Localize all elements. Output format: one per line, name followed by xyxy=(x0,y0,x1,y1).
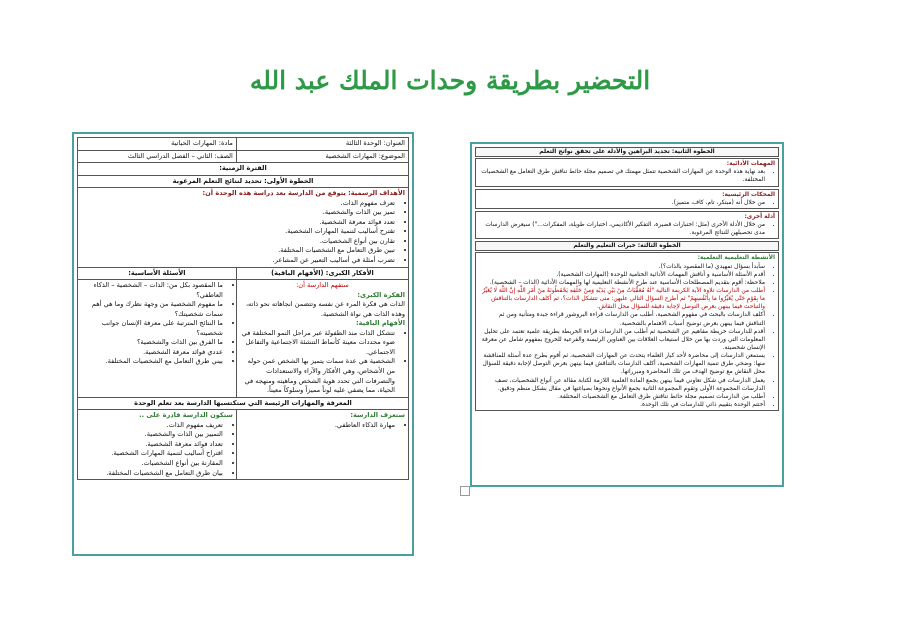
list-item: • سأبدأ بسؤال تمهيدي (ما المقصود بالذات؟). xyxy=(479,263,765,271)
grade-cell: الصف: الثاني – الفصل الدراسي الثالث xyxy=(78,150,237,163)
list-item: • تضرب أمثلة في أساليب التعبير عن المشاعر. xyxy=(81,256,395,266)
tasks-title: المهمات الأدائية: xyxy=(726,161,775,168)
checkbox-marker xyxy=(460,486,470,496)
list-item: • تعرف مفهوم الذات. xyxy=(81,199,395,209)
goals-list xyxy=(81,199,405,266)
list-item: • ما المقصود بكل من: الذات – الشخصية – الذكاء العاطفي؟ xyxy=(81,281,223,300)
page-title: التحضير بطريقة وحدات الملك عبد الله xyxy=(249,66,651,95)
list-item: • ملاحظة: أقوم بتقديم المصطلحات الأساسية عند طرح الأنشطة التعليمية لها والمهمات الأدائية (الذات – الشخصية). xyxy=(479,279,765,287)
list-item: • تعداد فوائد معرفة الشخصية. xyxy=(81,440,223,450)
list-item: • أطلب من الدارسات تلاوة الآية الكريمة التالية "لَهُ مُعَقِّبَاتٌ مِنْ بَيْنِ يَدَيْهِ وَمِنْ خَلْفِهِ يَحْفَظُونَهُ مِنْ أَمْرِ اللَّهِ إِنَّ اللَّهَ لَا يُغَيِّرُ مَا بِقَوْمٍ حَتَّى يُغَيِّرُوا مَا بِأَنْفُسِهِمْ" ثم أطرح السؤال التالي عليهن: متى تتشكل الذات؟، ثم أكلف الدارسات بالتناقش والتباحث فيما بينهن بغرض التوصل لإجابة دقيقة للسؤال محل النقاش. xyxy=(479,287,765,311)
list-item: • يعمل الدارسات في شكل تعاوني فيما بينهن بجمع المادة العلمية اللازمة لكتابة مقالة عن أنواع الشخصيات، تصف الدارسات المجموعة الأولى وتقوم المجموعة الثانية بجمع الأنواع ونحوها بصياغتها في مقال بشكل منظم ودقيق. xyxy=(479,377,765,393)
able-cell xyxy=(78,410,237,480)
skills-title: ستعرف الدارسة: xyxy=(350,411,405,420)
list-item: • ما الفرق بين الذات والشخصية؟ xyxy=(81,338,223,348)
step3-title: الخطوة الثالثة: خبرات التعليم والتعلم xyxy=(475,241,779,251)
evidence-title: أدلة أخرى: xyxy=(744,213,775,220)
list-item: • اقتراح أساليب لتنمية المهارات الشخصية. xyxy=(81,449,223,459)
unit-title-cell: العنوان: الوحدة الثالثة xyxy=(236,138,408,151)
list-item: • أقدم الأسئلة الأساسية و أناقش المهمات الأدائية الختامية للوحدة (المهارات الشخصية). xyxy=(479,271,765,279)
list-item: • التمييز بين الذات والشخصية. xyxy=(81,430,223,440)
list-item: • مهارة الذكاء العاطفي. xyxy=(240,421,395,431)
list-item: • تعدد فوائد معرفة الشخصية. xyxy=(81,218,395,228)
list-item: • بعد نهاية هذه الوحدة عن المهارات الشخصية تتمثل مهمتك في تصميم مجلة حائط تناقش طرق التعامل مع الشخصيات المختلفة. xyxy=(479,168,765,184)
understand-label: ستفهم الدارسة أن: xyxy=(296,281,349,290)
list-item: • المقارنة بين أنواع الشخصيات. xyxy=(81,459,223,469)
list-item: • تعريف مفهوم الذات. xyxy=(81,421,223,431)
time-period-cell: الفترة الزمنية: xyxy=(78,163,409,176)
knowledge-title-cell: المعرفة والمهارات الرئيسة التي ستكتسبها الدارسة بعد تعلم الوحدة xyxy=(78,397,409,410)
step2-title: الخطوة الثانية: تحديد البراهين والأدلة على تحقق نواتج التعلم xyxy=(475,147,779,157)
list-item: • أطلب من الدارسات تصميم مجلة حائط تناقش طرق التعامل مع الشخصيات المختلفة. xyxy=(479,393,765,401)
activities-title: الأنشطة التعليمية التعلمية: xyxy=(697,255,775,262)
list-item: • أختتم الوحدة بتقييم ذاتي للدارسات في تلك الوحدة. xyxy=(479,401,765,409)
evidence-block xyxy=(475,211,779,239)
list-item: • تتشكل الذات منذ الطفولة عبر مراحل النمو المختلفة في ضوء محددات معينة كأنماط التنشئة الاجتماعية والتفاعل الاجتماعي. xyxy=(240,329,395,358)
list-item: • أكلف الدارسات بالبحث في مفهوم الشخصية، أطلب من الدارسات قراءة البروشور قراءة جيدة ومتأنية ومن ثم التناقش فيما بينهن بغرض توضيح أسباب الاهتمام بالشخصية. xyxy=(479,311,765,327)
big-ideas-cell xyxy=(236,280,408,398)
list-item: • عددي فوائد معرفة الشخصية. xyxy=(81,348,223,358)
list-item: • من خلال أنه (مبتكر، تام، كاف، متميز). xyxy=(479,199,765,207)
questions-cell xyxy=(78,280,237,398)
list-item: • الشخصية هي عدة سمات يتميز بها الشخص عمن حوله من الأشخاص، وهي الأفكار والآراء والاستعدادات والتصرفات التي تحدد هوية الشخص وماهيته ومنهجه في الحياة، مما يضفي عليه لوناً مميزاً وسلوكاً معيناً. xyxy=(240,357,395,395)
list-item: • تقترح أساليب لتنمية المهارات الشخصية. xyxy=(81,227,395,237)
list-item: • يستمعن الدارسات إلى محاضرة لأحد كبار العلماء يتحدث عن المهارات الشخصية، ثم أقوم بطرح عدة أسئلة للمناقشة منها: وضحي طرق تنمية المهارات الشخصية، أكلف الدارسات بالتناقش فيما بينهن بغرض التوصل لإجابة دقيقة للسؤال محل النقاش مع توضيح الهدف من تلك المحاضرة ومبرراتها. xyxy=(479,352,765,376)
list-item: • تميز بين الذات والشخصية. xyxy=(81,208,395,218)
list-item: • بيان طرق التعامل مع الشخصيات المختلفة. xyxy=(81,469,223,479)
big-idea-title: الفكرة الكبرى: xyxy=(357,290,405,299)
topic-cell: الموضوع: المهارات الشخصية xyxy=(236,150,408,163)
lasting-title: الأفهام الباقية: xyxy=(356,319,405,328)
criteria-block xyxy=(475,189,779,209)
skills-cell xyxy=(236,410,408,480)
list-item: • ما النتائج المترتبة على معرفة الإنسان جوانب شخصيته؟ xyxy=(81,319,223,338)
subject-cell: مادة: المهارات الحياتية xyxy=(78,138,237,151)
list-item: • بيني طرق التعامل مع الشخصيات المختلفة. xyxy=(81,357,223,367)
step1-title-cell: الخطوة الأولى: تحديد لنتائج التعلم المرغوبة xyxy=(78,175,409,188)
list-item: • من خلال الأدلة الأخرى (مثل: اختبارات قصيرة، التفكير الأكاديمي، اختبارات طويلة، المفكرات...") سيعرض الدارسات مدى تحصيلهن للنتائج المرغوبة. xyxy=(479,221,765,237)
big-idea-text: الذات هي فكرة المرء عن نفسه وتتضمن انجاهاته نحو ذاته، وهذه الذات هي نواة الشخصية. xyxy=(245,300,405,318)
list-item: • أقدم للدارسات خريطة مفاهيم عن الشخصية ثم أطلب من الدارسات قراءة الخريطة بطريقة علمية تعتمد على تحليل المعلومات التي وردت بها من خلال استيعاب العلاقات بين العناوين الرئيسة والفرعية للخروج بمفهوم شامل عن معرفة الإنسان شخصيته. xyxy=(479,328,765,352)
list-item: • ما مفهوم الشخصية من وجهة نظرك وما هي أهم سمات شخصيتك؟ xyxy=(81,300,223,319)
header-table xyxy=(77,137,409,480)
goals-title: الأهداف الرسمية: يتوقع من الدارسة بعد دراسة هذه الوحدة أن: xyxy=(202,189,405,198)
activities-list xyxy=(479,263,775,410)
emotional-list xyxy=(240,421,405,431)
goals-cell xyxy=(78,188,409,267)
questions-header: الأسئلة الأساسية: xyxy=(78,267,237,280)
will-be-able-title: ستكون الدارسة قادرة على .. xyxy=(139,411,233,420)
questions-list xyxy=(81,281,233,367)
activities-block xyxy=(475,252,779,411)
tasks-block xyxy=(475,158,779,186)
skills-list xyxy=(81,421,233,478)
lesson-plan-page-2 xyxy=(470,142,784,487)
lasting-list xyxy=(240,329,405,396)
list-item: • تبين طرق التعامل مع الشخصيات المختلفة. xyxy=(81,246,395,256)
criteria-title: المحكات الرئيسية: xyxy=(722,191,775,198)
big-ideas-header: الأفكار الكبرى: (الأفهام الباقية) xyxy=(236,267,408,280)
lesson-plan-page-1 xyxy=(72,132,414,556)
list-item: • تقارن بين أنواع الشخصيات. xyxy=(81,237,395,247)
